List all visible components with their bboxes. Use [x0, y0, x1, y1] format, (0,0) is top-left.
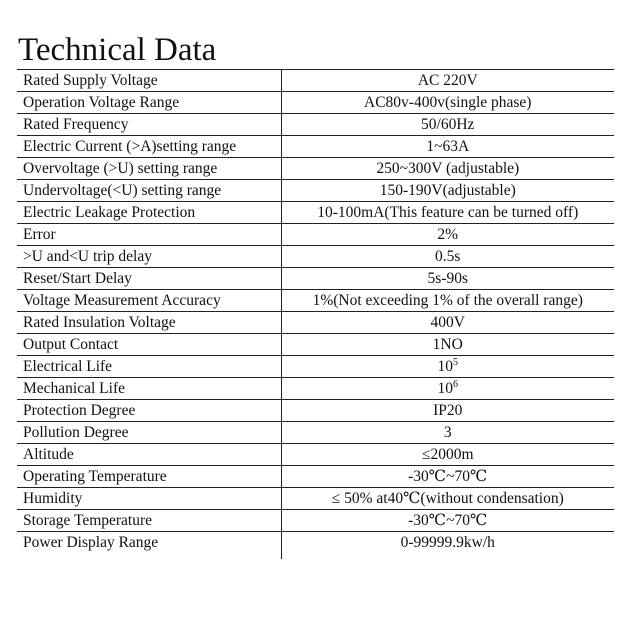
value-exponent: 5 — [453, 356, 458, 368]
param-cell: Rated Supply Voltage — [17, 70, 281, 92]
table-row — [17, 180, 614, 202]
table-row — [17, 422, 614, 444]
table-row — [17, 158, 614, 180]
value-cell: 2% — [281, 224, 614, 246]
technical-data-table — [17, 69, 614, 553]
param-cell: Humidity — [17, 488, 281, 510]
table-row — [17, 334, 614, 356]
table-row — [17, 356, 614, 378]
table-row — [17, 268, 614, 290]
value-cell: IP20 — [281, 400, 614, 422]
column-divider-tail — [281, 545, 282, 559]
param-cell: Electric Current (>A)setting range — [17, 136, 281, 158]
table-row — [17, 290, 614, 312]
param-cell: Protection Degree — [17, 400, 281, 422]
value-cell: AC80v-400v(single phase) — [281, 92, 614, 114]
table-row — [17, 378, 614, 400]
param-cell: Storage Temperature — [17, 510, 281, 532]
value-exponent: 6 — [453, 378, 458, 390]
value-base: 10 — [437, 379, 453, 397]
table-row — [17, 510, 614, 532]
table-row — [17, 400, 614, 422]
param-cell: Error — [17, 224, 281, 246]
value-cell — [281, 378, 614, 400]
value-cell: 0.5s — [281, 246, 614, 268]
value-cell: 400V — [281, 312, 614, 334]
table-row — [17, 202, 614, 224]
param-cell: Rated Frequency — [17, 114, 281, 136]
param-cell: Output Contact — [17, 334, 281, 356]
value-cell: 150-190V(adjustable) — [281, 180, 614, 202]
param-cell: Power Display Range — [17, 532, 281, 554]
table-row — [17, 224, 614, 246]
table-row — [17, 312, 614, 334]
value-base: 10 — [437, 357, 453, 375]
param-cell: Rated Insulation Voltage — [17, 312, 281, 334]
param-cell: Pollution Degree — [17, 422, 281, 444]
value-cell: ≤2000m — [281, 444, 614, 466]
param-cell: Reset/Start Delay — [17, 268, 281, 290]
value-cell: 5s-90s — [281, 268, 614, 290]
table-row — [17, 466, 614, 488]
value-cell: AC 220V — [281, 70, 614, 92]
table-row — [17, 114, 614, 136]
table-row — [17, 92, 614, 114]
table-row — [17, 532, 614, 554]
param-cell: >U and<U trip delay — [17, 246, 281, 268]
page-title: Technical Data — [18, 32, 217, 68]
param-cell: Mechanical Life — [17, 378, 281, 400]
param-cell: Electric Leakage Protection — [17, 202, 281, 224]
param-cell: Overvoltage (>U) setting range — [17, 158, 281, 180]
table-row — [17, 488, 614, 510]
value-cell: 10-100mA(This feature can be turned off) — [281, 202, 614, 224]
table-row — [17, 444, 614, 466]
value-cell: 1%(Not exceeding 1% of the overall range) — [281, 290, 614, 312]
table-body — [17, 70, 614, 554]
value-cell: 3 — [281, 422, 614, 444]
value-cell: -30℃~70℃ — [281, 510, 614, 532]
param-cell: Operating Temperature — [17, 466, 281, 488]
table-row — [17, 70, 614, 92]
value-cell: 250~300V (adjustable) — [281, 158, 614, 180]
value-cell: -30℃~70℃ — [281, 466, 614, 488]
value-cell — [281, 356, 614, 378]
param-cell: Voltage Measurement Accuracy — [17, 290, 281, 312]
table-row — [17, 136, 614, 158]
value-cell: 1NO — [281, 334, 614, 356]
param-cell: Operation Voltage Range — [17, 92, 281, 114]
param-cell: Altitude — [17, 444, 281, 466]
table-row — [17, 246, 614, 268]
param-cell: Electrical Life — [17, 356, 281, 378]
param-cell: Undervoltage(<U) setting range — [17, 180, 281, 202]
value-cell: 1~63A — [281, 136, 614, 158]
value-cell: 50/60Hz — [281, 114, 614, 136]
value-cell: 0-99999.9kw/h — [281, 532, 614, 554]
value-cell: ≤ 50% at40℃(without condensation) — [281, 488, 614, 510]
